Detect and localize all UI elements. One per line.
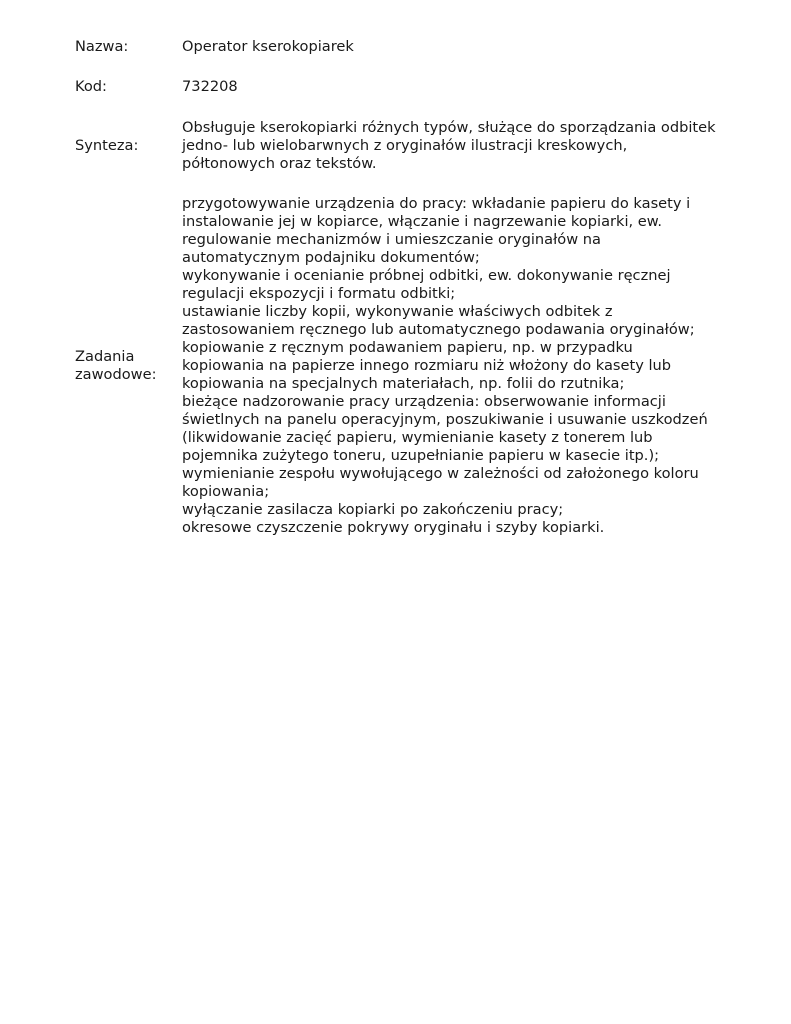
tasks-line: okresowe czyszczenie pokrywy oryginału i szyby kopiarki.: [182, 519, 605, 536]
field-label-name: Nazwa:: [75, 38, 129, 55]
synthesis-line: półtonowych oraz tekstów.: [182, 155, 377, 172]
field-value-code: 732208: [182, 78, 238, 95]
tasks-line: kopiowania;: [182, 483, 270, 500]
synthesis-line: jedno- lub wielobarwnych z oryginałów ilustracji kreskowych,: [182, 137, 628, 154]
field-label-tasks: [75, 348, 175, 384]
tasks-label-line: zawodowe:: [75, 366, 157, 383]
tasks-line: regulowanie mechanizmów i umieszczanie oryginałów na: [182, 231, 601, 248]
tasks-line: automatycznym podajniku dokumentów;: [182, 249, 480, 266]
tasks-line: (likwidowanie zacięć papieru, wymienianie kasety z tonerem lub: [182, 429, 653, 446]
tasks-line: świetlnych na panelu operacyjnym, poszukiwanie i usuwanie uszkodzeń: [182, 411, 708, 428]
tasks-line: kopiowanie z ręcznym podawaniem papieru, np. w przypadku: [182, 339, 633, 356]
tasks-line: ustawianie liczby kopii, wykonywanie właściwych odbitek z: [182, 303, 613, 320]
tasks-line: zastosowaniem ręcznego lub automatycznego podawania oryginałów;: [182, 321, 695, 338]
field-value-tasks: [182, 195, 762, 537]
tasks-line: wykonywanie i ocenianie próbnej odbitki, ew. dokonywanie ręcznej: [182, 267, 671, 284]
tasks-line: wyłączanie zasilacza kopiarki po zakończeniu pracy;: [182, 501, 564, 518]
tasks-line: wymienianie zespołu wywołującego w zależności od założonego koloru: [182, 465, 699, 482]
tasks-line: regulacji ekspozycji i formatu odbitki;: [182, 285, 456, 302]
tasks-line: kopiowania na specjalnych materiałach, np. folii do rzutnika;: [182, 375, 625, 392]
synthesis-line: Obsługuje kserokopiarki różnych typów, służące do sporządzania odbitek: [182, 119, 716, 136]
tasks-line: kopiowania na papierze innego rozmiaru niż włożony do kasety lub: [182, 357, 672, 374]
field-row-name: [0, 38, 791, 56]
tasks-line: przygotowywanie urządzenia do pracy: wkładanie papieru do kasety i: [182, 195, 691, 212]
field-value-synthesis: [182, 119, 762, 173]
field-row-code: [0, 78, 791, 96]
field-row-synthesis: [0, 119, 791, 173]
tasks-line: instalowanie jej w kopiarce, włączanie i nagrzewanie kopiarki, ew.: [182, 213, 663, 230]
tasks-line: bieżące nadzorowanie pracy urządzenia: obserwowanie informacji: [182, 393, 666, 410]
field-value-name: Operator kserokopiarek: [182, 38, 354, 55]
field-label-synthesis: Synteza:: [75, 137, 139, 154]
tasks-label-line: Zadania: [75, 348, 135, 365]
field-row-tasks: [0, 195, 791, 537]
tasks-line: pojemnika zużytego toneru, uzupełnianie papieru w kasecie itp.);: [182, 447, 660, 464]
field-label-code: Kod:: [75, 78, 107, 95]
